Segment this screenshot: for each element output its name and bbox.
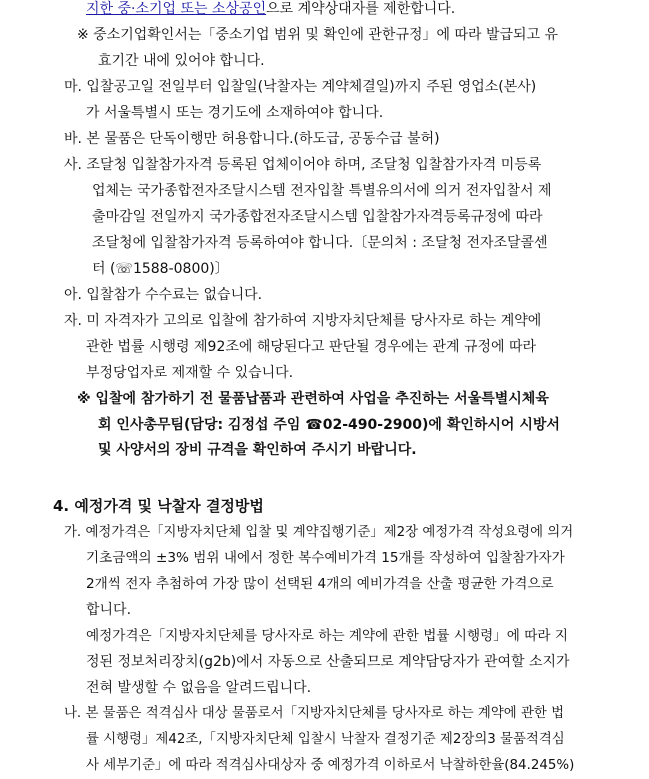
item-ga-line: 정된 정보처리장치(g2b)에서 자동으로 산출되므로 계약담당자가 관여할 소지가 bbox=[86, 654, 570, 670]
item-ja-line: 관한 법률 시행령 제92조에 해당된다고 판단될 경우에는 관계 규정에 따라 bbox=[86, 339, 537, 355]
bold-note-line: 및 사양서의 장비 규격을 확인하여 주시기 바랍니다. bbox=[98, 442, 417, 458]
item-ga-line: 2개씩 전자 추첨하여 가장 많이 선택된 4개의 예비가격을 산출 평균한 가격으로 bbox=[86, 576, 554, 592]
item-ga-line: 전혀 발생할 수 없음을 알려드립니다. bbox=[86, 680, 312, 696]
item-sa-line: 터 (☏1588-0800)〕 bbox=[92, 261, 229, 277]
item-ma-line: 마. 입찰공고일 전일부터 입찰일(낙찰자는 계약체결일)까지 주된 영업소(본사) bbox=[64, 79, 537, 95]
item-sa-line: 조달청에 입찰참가자격 등록하여야 합니다.〔문의처 : 조달청 전자조달콜센 bbox=[92, 235, 548, 251]
text-segment: 으로 계약상대자를 제한합니다. bbox=[266, 1, 456, 17]
item-a-line: 아. 입찰참가 수수료는 없습니다. bbox=[64, 287, 263, 303]
note-line: 효기간 내에 있어야 합니다. bbox=[98, 53, 265, 69]
item-ga-line: 가. 예정가격은「지방자치단체 입찰 및 계약집행기준」제2장 예정가격 작성요령에 의거 bbox=[64, 525, 574, 540]
item-ga-line: 합니다. bbox=[86, 602, 132, 618]
item-ga-line: 예정가격은「지방자치단체를 당사자로 하는 계약에 관한 법률 시행령」에 따라 지 bbox=[86, 628, 568, 644]
item-na-line: 나. 본 물품은 적격심사 대상 물품로서「지방자치단체를 당사자로 하는 계약에 관한 법 bbox=[64, 706, 565, 721]
item-na-line: 률 시행령」제42조,「지방자치단체 입찰시 낙찰자 결정기준 제2장의3 물품적격심 bbox=[86, 732, 565, 747]
bold-note-line: ※ 입찰에 참가하기 전 물품납품과 관련하여 사업을 추진하는 서울특별시체육 bbox=[77, 391, 549, 407]
item-ja-line: 자. 미 자격자가 고의로 입찰에 참가하여 지방자치단체를 당사자로 하는 계약에 bbox=[64, 313, 542, 329]
item-ga-line: 기초금액의 ±3% 범위 내에서 정한 복수예비가격 15개를 작성하여 입찰참가자가 bbox=[86, 550, 565, 566]
item-sa-line: 업체는 국가종합전자조달시스템 전자입찰 특별유의서에 의거 전자입찰서 제 bbox=[92, 183, 552, 199]
item-ma-line: 가 서울특별시 또는 경기도에 소재하여야 합니다. bbox=[86, 105, 384, 121]
section-title: 4. 예정가격 및 낙찰자 결정방법 bbox=[53, 497, 264, 515]
item-na-line: 사 세부기준」에 따라 적격심사대상자 중 예정가격 이하로서 낙찰하한율(84.245%) bbox=[86, 758, 575, 773]
item-sa-line: 출마감일 전일까지 국가종합전자조달시스템 입찰참가자격등록규정에 따라 bbox=[92, 209, 543, 225]
text-line bbox=[86, 0, 455, 18]
restriction-link[interactable]: 지한 중·소기업 또는 소상공인 bbox=[86, 1, 267, 17]
note-line: ※ 중소기업확인서는「중소기업 범위 및 확인에 관한규정」에 따라 발급되고 유 bbox=[77, 27, 559, 43]
bold-note-line: 회 인사총무팀(담당: 김정섭 주임 ☎02-490-2900)에 확인하시어 시방서 bbox=[98, 417, 560, 433]
item-sa-line: 사. 조달청 입찰참가자격 등록된 업체이어야 하며, 조달청 입찰참가자격 미등록 bbox=[64, 157, 542, 173]
item-ba-line: 바. 본 물품은 단독이행만 허용합니다.(하도급, 공동수급 불허) bbox=[64, 131, 440, 147]
item-ja-line: 부정당업자로 제재할 수 있습니다. bbox=[86, 365, 294, 381]
